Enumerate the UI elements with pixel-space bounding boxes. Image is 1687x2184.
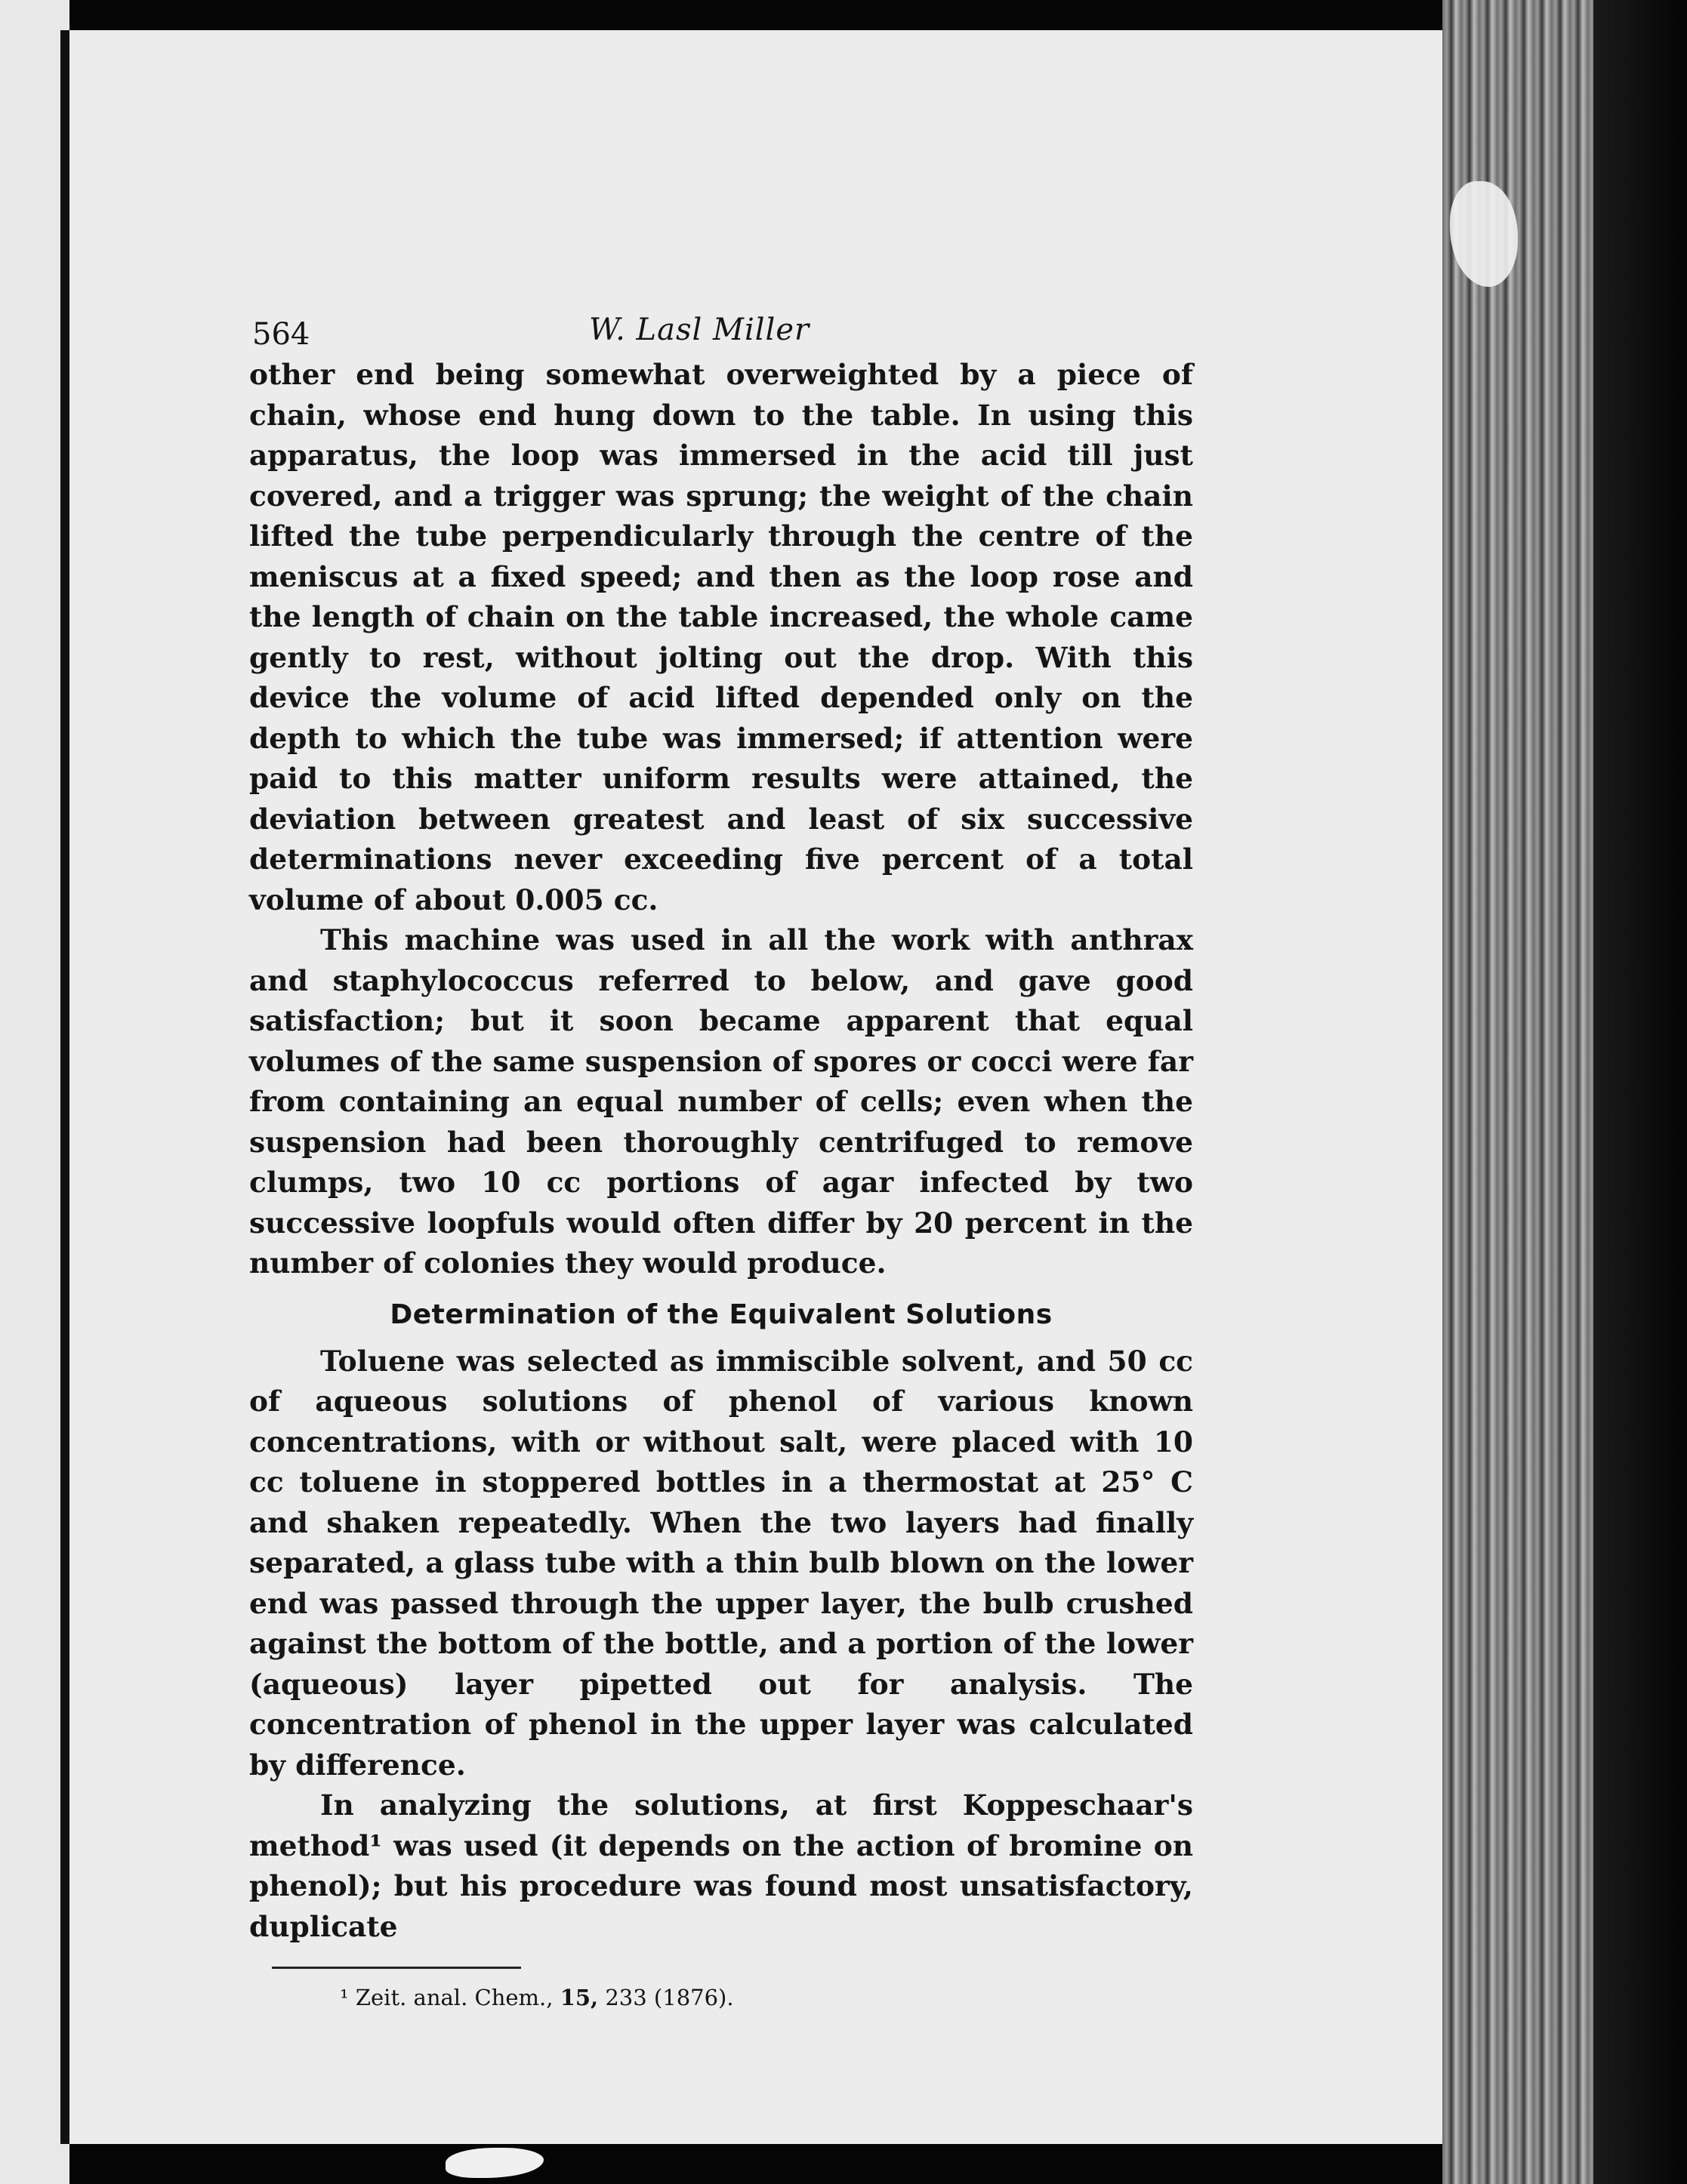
book-page-edges <box>1442 0 1593 2184</box>
footnote-pages: 233 (1876). <box>605 1985 734 2010</box>
page-text <box>249 302 1193 2013</box>
book-edge-shadow <box>1593 0 1687 2184</box>
paragraph-continuation: other end being somewhat overweighted by a piece of chain, whose end hung down to the table. In using this apparatus, the loop was immersed in the acid till just covered, and a trigger was sprung; the weight of the chain lifted the tube perpendicularly through the centre of the meniscus at a fixed speed; and then as the loop rose and the length of chain on the table increased, the whole came gently to rest, without jolting out the drop. With this device the volume of acid lifted depended only on the depth to which the tube was immersed; if attention were paid to this matter uniform results were attained, the deviation between greatest and least of six successive determinations never exceeding five percent of a total volume of about 0.005 cc. <box>249 358 1193 916</box>
page-number: 564 <box>252 317 310 352</box>
paragraph-machine: This machine was used in all the work with anthrax and staphylococcus referred to below, and gave good satisfaction; but it soon became apparent that equal volumes of the same suspension of spores or cocci were far from containing an equal number of cells; even when the suspension had been thoroughly centrifuged to remove clumps, two 10 cc portions of agar infected by two successive loopfuls would often differ by 20 percent in the number of colonies they would produce. <box>249 923 1193 1280</box>
paragraph-analyzing: In analyzing the solutions, at first Koppeschaar's method¹ was used (it depends on the action of bromine on phenol); but his procedure was found most unsatisfactory, duplicate <box>249 1788 1193 1943</box>
section-heading: Determination of the Equivalent Solutions <box>390 1298 1053 1330</box>
footnote-volume: 15, <box>560 1985 599 2010</box>
gutter-shadow <box>60 30 69 2144</box>
footnote <box>340 1982 1193 2013</box>
running-title: W. Lasl Miller <box>589 313 810 347</box>
paragraph-toluene: Toluene was selected as immiscible solvent, and 50 cc of aqueous solutions of phenol of various known concentrations, with or without salt, were placed with 10 cc toluene in stoppered bottles in a thermostat at 25° C and shaken repeatedly. When the two layers had finally separated, a glass tube with a thin bulb blown on the lower end was passed through the upper layer, the bulb crushed against the bottom of the bottle, and a portion of the lower (aqueous) layer pipetted out for analysis. The concentration of phenol in the upper layer was calculated by difference. <box>249 1344 1193 1782</box>
body-text <box>249 355 1193 1947</box>
footnote-journal: Zeit. anal. Chem., <box>355 1985 554 2010</box>
footnote-rule <box>272 1967 521 1969</box>
footnote-marker: ¹ <box>340 1985 349 2010</box>
running-head <box>249 302 1193 355</box>
left-page-margin <box>0 0 69 2184</box>
